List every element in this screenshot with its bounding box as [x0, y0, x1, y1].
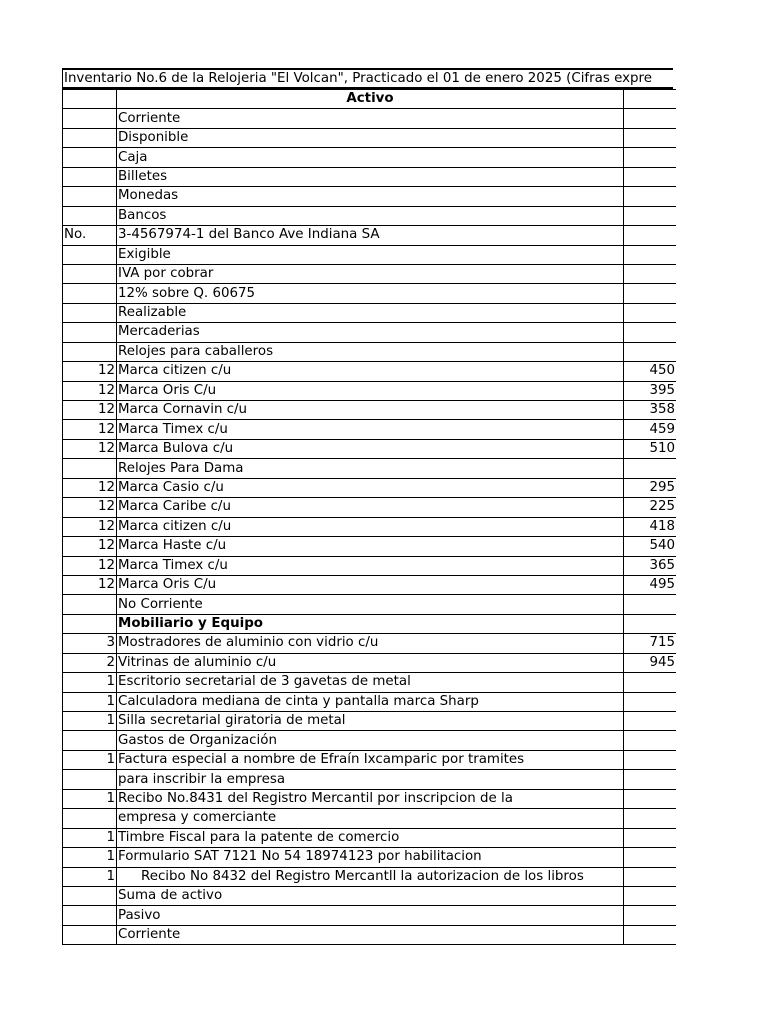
description-cell: Marca Casio c/u: [117, 478, 624, 497]
quantity-cell: [63, 206, 117, 225]
quantity-cell: 2: [63, 653, 117, 672]
description-cell: Pasivo: [117, 906, 624, 925]
description-cell: 3-4567974-1 del Banco Ave Indiana SA: [117, 226, 624, 245]
quantity-cell: 1: [63, 789, 117, 808]
quantity-cell: [63, 906, 117, 925]
table-row: [63, 342, 677, 361]
amount-cell: 450: [624, 362, 677, 381]
amount-cell: [624, 148, 677, 167]
description-cell: Marca Timex c/u: [117, 420, 624, 439]
amount-cell: [624, 750, 677, 769]
table-row: [63, 634, 677, 653]
table-row: [63, 925, 677, 944]
quantity-cell: 3: [63, 634, 117, 653]
description-cell: Marca Cornavin c/u: [117, 401, 624, 420]
quantity-cell: 1: [63, 750, 117, 769]
table-row: [63, 323, 677, 342]
amount-cell: [624, 692, 677, 711]
description-cell: Mercaderias: [117, 323, 624, 342]
quantity-cell: [63, 245, 117, 264]
quantity-cell: [63, 90, 117, 109]
amount-cell: [624, 128, 677, 147]
description-cell: Bancos: [117, 206, 624, 225]
description-cell: Corriente: [117, 925, 624, 944]
table-row: [63, 556, 677, 575]
amount-cell: 418: [624, 517, 677, 536]
quantity-cell: [63, 731, 117, 750]
table-row: [63, 148, 677, 167]
table-row: [63, 284, 677, 303]
description-cell: 12% sobre Q. 60675: [117, 284, 624, 303]
description-cell: Recibo No 8432 del Registro Mercantll la autorizacion de los libros: [117, 867, 624, 886]
table-row: [63, 809, 677, 828]
quantity-cell: [63, 342, 117, 361]
quantity-cell: [63, 459, 117, 478]
amount-cell: [624, 459, 677, 478]
quantity-cell: [63, 167, 117, 186]
quantity-cell: [63, 284, 117, 303]
table-row: [63, 789, 677, 808]
description-cell: Suma de activo: [117, 886, 624, 905]
description-cell: Mobiliario y Equipo: [117, 614, 624, 633]
description-cell: Timbre Fiscal para la patente de comercio: [117, 828, 624, 847]
inventory-table: [62, 89, 676, 945]
amount-cell: 358: [624, 401, 677, 420]
quantity-cell: 1: [63, 848, 117, 867]
table-row: [63, 750, 677, 769]
description-cell: Corriente: [117, 109, 624, 128]
quantity-cell: 12: [63, 362, 117, 381]
quantity-cell: [63, 303, 117, 322]
amount-cell: [624, 264, 677, 283]
amount-cell: 395: [624, 381, 677, 400]
table-row: [63, 498, 677, 517]
description-cell: Silla secretarial giratoria de metal: [117, 712, 624, 731]
quantity-cell: [63, 128, 117, 147]
table-row: [63, 187, 677, 206]
amount-cell: [624, 303, 677, 322]
table-row: [63, 731, 677, 750]
table-row: [63, 517, 677, 536]
table-row: [63, 537, 677, 556]
table-row: [63, 575, 677, 594]
quantity-cell: No.: [63, 226, 117, 245]
amount-cell: 715: [624, 634, 677, 653]
amount-cell: [624, 848, 677, 867]
quantity-cell: 12: [63, 537, 117, 556]
amount-cell: [624, 167, 677, 186]
amount-cell: [624, 867, 677, 886]
description-cell: Gastos de Organización: [117, 731, 624, 750]
description-cell: para inscribir la empresa: [117, 770, 624, 789]
amount-cell: [624, 770, 677, 789]
description-cell: Marca citizen c/u: [117, 517, 624, 536]
table-row: [63, 109, 677, 128]
description-cell: Marca citizen c/u: [117, 362, 624, 381]
quantity-cell: 12: [63, 478, 117, 497]
amount-cell: 459: [624, 420, 677, 439]
quantity-cell: [63, 187, 117, 206]
table-row: [63, 303, 677, 322]
quantity-cell: 12: [63, 439, 117, 458]
description-cell: Marca Bulova c/u: [117, 439, 624, 458]
table-row: [63, 264, 677, 283]
amount-cell: [624, 342, 677, 361]
table-row: [63, 167, 677, 186]
table-row: [63, 478, 677, 497]
amount-cell: [624, 673, 677, 692]
table-row: [63, 245, 677, 264]
description-cell: No Corriente: [117, 595, 624, 614]
description-cell: Formulario SAT 7121 No 54 18974123 por habilitacion: [117, 848, 624, 867]
amount-cell: [624, 284, 677, 303]
quantity-cell: [63, 925, 117, 944]
description-cell: Disponible: [117, 128, 624, 147]
table-row: [63, 439, 677, 458]
table-row: [63, 770, 677, 789]
quantity-cell: 12: [63, 556, 117, 575]
description-cell: Recibo No.8431 del Registro Mercantil por inscripcion de la: [117, 789, 624, 808]
amount-cell: [624, 206, 677, 225]
description-cell: Factura especial a nombre de Efraín Ixcamparic por tramites: [117, 750, 624, 769]
description-cell: Marca Caribe c/u: [117, 498, 624, 517]
table-row: [63, 420, 677, 439]
table-row: [63, 128, 677, 147]
quantity-cell: 12: [63, 401, 117, 420]
amount-cell: [624, 789, 677, 808]
sheet-title: Inventario No.6 de la Relojeria "El Volcan", Practicado el 01 de enero 2025 (Cifras expre: [62, 68, 673, 89]
amount-cell: [624, 187, 677, 206]
table-row: [63, 906, 677, 925]
description-cell: Relojes Para Dama: [117, 459, 624, 478]
quantity-cell: 1: [63, 673, 117, 692]
table-row: [63, 90, 677, 109]
amount-cell: [624, 886, 677, 905]
description-cell: Marca Oris C/u: [117, 575, 624, 594]
amount-cell: 540: [624, 537, 677, 556]
description-cell: Realizable: [117, 303, 624, 322]
quantity-cell: 12: [63, 575, 117, 594]
amount-cell: [624, 809, 677, 828]
table-row: [63, 886, 677, 905]
quantity-cell: [63, 264, 117, 283]
quantity-cell: [63, 614, 117, 633]
quantity-cell: [63, 809, 117, 828]
table-row: [63, 692, 677, 711]
table-row: [63, 226, 677, 245]
description-cell: Vitrinas de aluminio c/u: [117, 653, 624, 672]
quantity-cell: 1: [63, 828, 117, 847]
amount-cell: [624, 245, 677, 264]
amount-cell: 225: [624, 498, 677, 517]
amount-cell: 365: [624, 556, 677, 575]
table-row: [63, 401, 677, 420]
amount-cell: 495: [624, 575, 677, 594]
quantity-cell: 12: [63, 517, 117, 536]
description-cell: Marca Oris C/u: [117, 381, 624, 400]
amount-cell: [624, 109, 677, 128]
description-cell: Billetes: [117, 167, 624, 186]
quantity-cell: [63, 323, 117, 342]
amount-cell: [624, 906, 677, 925]
amount-cell: 510: [624, 439, 677, 458]
quantity-cell: 12: [63, 420, 117, 439]
table-row: [63, 848, 677, 867]
amount-cell: [624, 828, 677, 847]
quantity-cell: 1: [63, 692, 117, 711]
table-row: [63, 673, 677, 692]
description-cell: Mostradores de aluminio con vidrio c/u: [117, 634, 624, 653]
inventory-rows: [63, 90, 677, 945]
table-row: [63, 712, 677, 731]
description-cell: IVA por cobrar: [117, 264, 624, 283]
amount-cell: [624, 595, 677, 614]
description-cell: Exigible: [117, 245, 624, 264]
quantity-cell: [63, 886, 117, 905]
quantity-cell: [63, 148, 117, 167]
description-cell: Caja: [117, 148, 624, 167]
amount-cell: [624, 614, 677, 633]
description-cell: Marca Haste c/u: [117, 537, 624, 556]
table-row: [63, 459, 677, 478]
amount-cell: [624, 323, 677, 342]
quantity-cell: 1: [63, 867, 117, 886]
table-row: [63, 381, 677, 400]
table-row: [63, 362, 677, 381]
quantity-cell: 12: [63, 381, 117, 400]
amount-cell: [624, 712, 677, 731]
table-row: [63, 595, 677, 614]
amount-cell: [624, 925, 677, 944]
description-cell: Marca Timex c/u: [117, 556, 624, 575]
description-cell: empresa y comerciante: [117, 809, 624, 828]
inventory-sheet: [62, 68, 673, 945]
quantity-cell: 1: [63, 712, 117, 731]
quantity-cell: [63, 595, 117, 614]
description-cell: Activo: [117, 90, 624, 109]
quantity-cell: [63, 109, 117, 128]
table-row: [63, 828, 677, 847]
description-cell: Escritorio secretarial de 3 gavetas de metal: [117, 673, 624, 692]
amount-cell: [624, 226, 677, 245]
amount-cell: 945: [624, 653, 677, 672]
quantity-cell: 12: [63, 498, 117, 517]
table-row: [63, 206, 677, 225]
description-cell: Monedas: [117, 187, 624, 206]
amount-cell: [624, 90, 677, 109]
description-cell: Relojes para caballeros: [117, 342, 624, 361]
table-row: [63, 614, 677, 633]
table-row: [63, 867, 677, 886]
quantity-cell: [63, 770, 117, 789]
description-cell: Calculadora mediana de cinta y pantalla marca Sharp: [117, 692, 624, 711]
amount-cell: 295: [624, 478, 677, 497]
amount-cell: [624, 731, 677, 750]
table-row: [63, 653, 677, 672]
